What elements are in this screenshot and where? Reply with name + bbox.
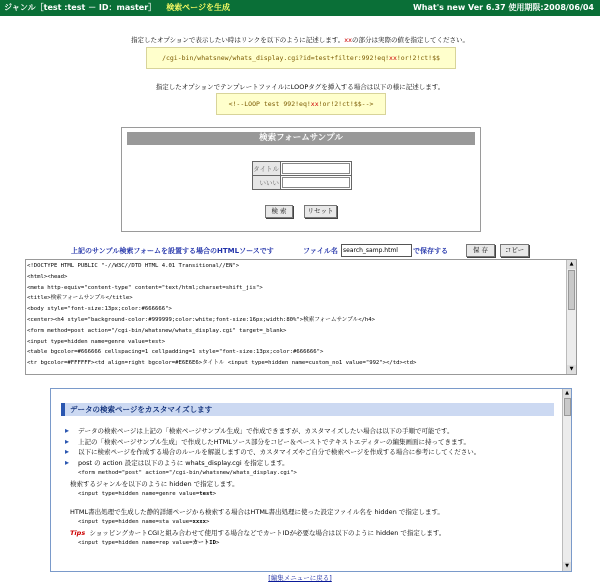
custom-scroll-thumb[interactable] [564, 398, 571, 416]
form-action-code: <form method="post" action="/cgi-bin/whatsnew/whats_display.cgi"> [78, 470, 297, 476]
reset-button[interactable]: リセット [304, 205, 337, 218]
copy-button[interactable]: コピー [500, 244, 529, 257]
customize-step: ▸ 上記の「検索ページサンプル生成」で作成したHTMLソース部分をコピー＆ペーストでテキストエディターの編集画面に持ってきます。 [61, 437, 554, 448]
genre-label: ジャンル［test :test － ID：master］ [4, 3, 157, 12]
search-button[interactable]: 検 索 [265, 205, 293, 218]
scroll-up-icon[interactable]: ▲ [567, 260, 576, 269]
customize-steps [61, 426, 554, 468]
custom-scroll-up-icon[interactable]: ▲ [563, 389, 571, 398]
source-line: <meta http-equiv="content-type" content="text/html;charset=shift_jis"> [27, 284, 263, 291]
sample-form-table [252, 161, 352, 190]
static-page-text: HTML書出処理で生成した静的詳細ページから検索する場合はHTML書出処理に使った設定ファイル名を hidden で指定します。 [70, 507, 444, 516]
source-line: <center><h4 style="background-color:#999999;color:white;font-size:16px;width:80%">検索フォームサンプル</h4> [27, 316, 376, 323]
back-to-menu-link[interactable]: [編集メニューに戻る] [268, 574, 332, 582]
loop-instruction: 指定したオプションでテンプレートファイルにLOOPタグを挿入する場合は以下の様に記述します。 [155, 83, 445, 91]
customize-panel[interactable] [50, 388, 572, 572]
customize-step: ▸ post の action 設定は以下のように whats_display.cgi を指定します。 [61, 458, 554, 469]
version-info: What's new Ver 6.37 使用期限:2008/06/04 [412, 3, 594, 12]
save-suffix-label: で保存する [413, 247, 448, 255]
source-lines [27, 261, 563, 369]
source-line: <title>検索フォームサンプル</title> [27, 295, 133, 302]
loop-tag-box[interactable]: <!--LOOP test 992!eq!xx!or!2!ct!$$--> [216, 93, 386, 115]
display-url-box[interactable]: /cgi-bin/whatsnew/whats_display.cgi?id=test+filter:992!eq!xx!or!2!ct!$$ [146, 47, 456, 69]
html-source-textarea[interactable] [25, 259, 577, 375]
scroll-thumb[interactable] [568, 270, 575, 310]
sta-hidden-code: <input type=hidden name=sta value=xxxx> [78, 519, 210, 525]
source-line: <html><head> [27, 273, 68, 280]
genre-hidden-code: <input type=hidden name=genre value=test> [78, 491, 217, 497]
custom-scroll-down-icon[interactable]: ▼ [563, 562, 571, 571]
back-to-menu [0, 573, 600, 582]
customize-step: ▸ データの検索ページは上記の「検索ページサンプル生成」で作成できますが、カスタマイズしたい場合は以下の手順で可能です。 [61, 426, 554, 437]
customize-scrollbar[interactable] [562, 389, 571, 571]
iii-field-label: いいい [253, 176, 281, 190]
save-button[interactable]: 保 存 [466, 244, 495, 257]
customize-step: ▸ 以下に検索ページを作成する場合のルールを解説しますので、カスタマイズやご自分で検索ページを作成する場合に参考にしてください。 [61, 447, 554, 458]
source-line: <form method=post action="/cgi-bin/whatsnew/whats_display.cgi" target=_blank> [27, 327, 287, 334]
source-toolbar [0, 244, 600, 258]
tips-label: Tips [70, 528, 86, 537]
genre-hidden-text: 検索するジャンルを以下のように hidden で指定します。 [70, 479, 239, 488]
filename-input[interactable]: search_samp.html [341, 244, 412, 257]
source-line: <table bgcolor=#666666 cellspacing=1 cellpadding=1 style="font-size:13px;color:#666666"> [27, 349, 324, 356]
title-input[interactable] [282, 163, 350, 174]
iii-input[interactable] [282, 177, 350, 188]
filename-label: ファイル名 [303, 247, 338, 255]
title-field-label: タイトル [253, 162, 281, 176]
sample-form-title: 検索フォームサンプル [127, 132, 475, 145]
source-scrollbar[interactable] [566, 260, 576, 374]
customize-heading: データの検索ページをカスタマイズします [61, 403, 554, 416]
search-form-sample [121, 127, 481, 232]
source-line: <input type=hidden name=genre value=test> [27, 338, 166, 345]
tips-text: Tips ショッピングカートCGIと組み合わせて使用する場合などでカートIDが必要な場合は以下のように hidden で指定します。 [70, 528, 446, 537]
source-line: <!DOCTYPE HTML PUBLIC "-//W3C//DTD HTML 4.01 Transitional//EN"> [27, 263, 240, 269]
source-line: <tr bgcolor=#FFFFFF><td align=right bgcolor=#E6E6E6>タイトル <input type=hidden name=custom_no1 value="992"></td><td> [27, 360, 417, 367]
scroll-down-icon[interactable]: ▼ [567, 365, 576, 374]
title-bar [0, 0, 600, 16]
link-instruction: 指定したオプションで表示したい時はリンクを以下のように記述します。xxの部分は実際の値を指定してください。 [131, 36, 469, 44]
cart-hidden-code: <input type=hidden name=rep value=カートID> [78, 540, 220, 546]
source-label: 上記のサンプル検索フォームを設置する場合のHTMLソースです [71, 247, 274, 255]
source-line: <body style="font-size:13px;color:#666666"> [27, 306, 172, 313]
page-title: 検索ページを生成 [166, 3, 231, 12]
